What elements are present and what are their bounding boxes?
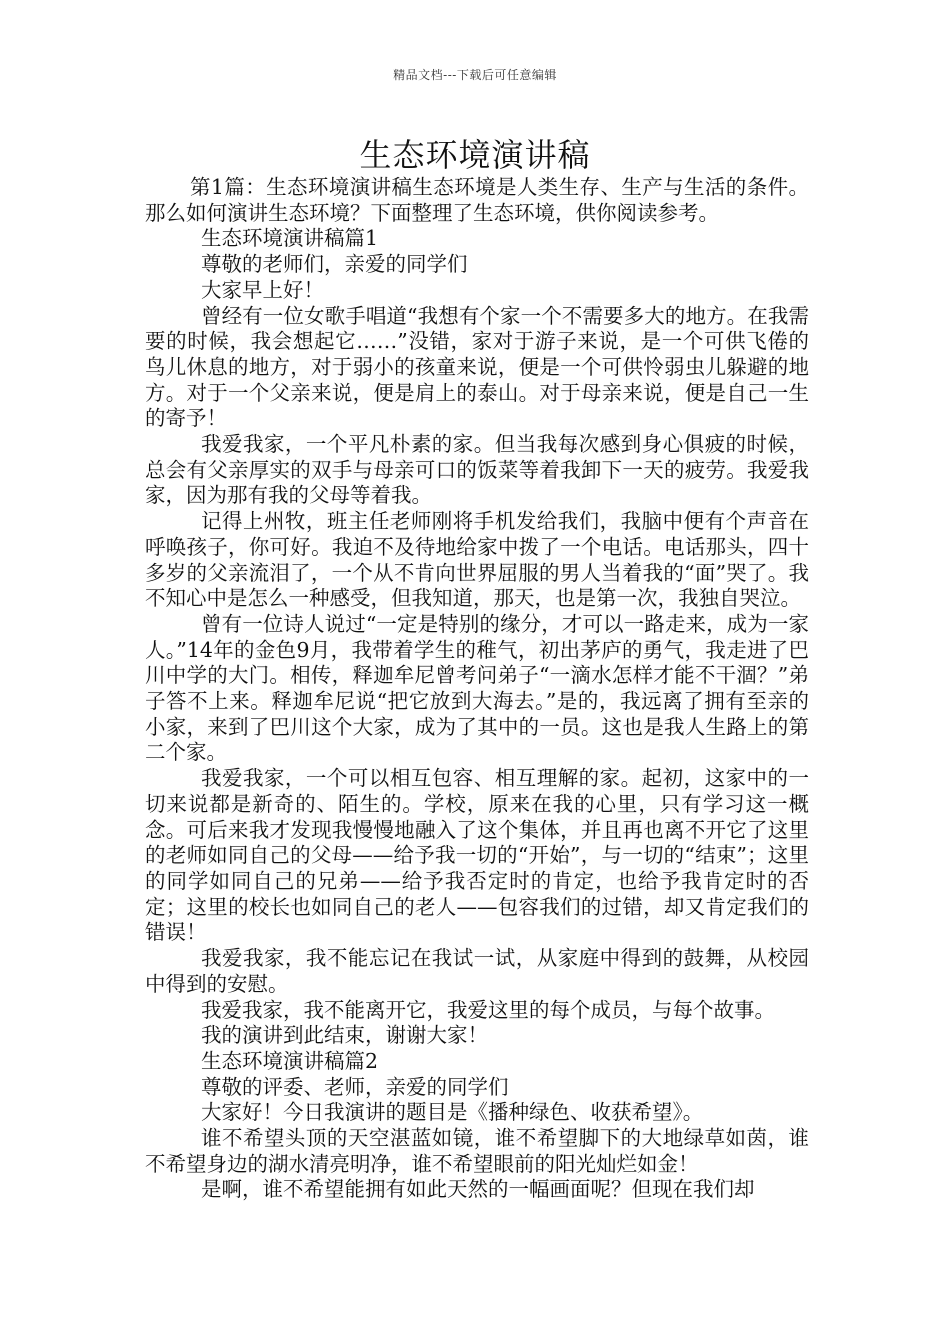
section-heading-2: 生态环境演讲稿篇2	[201, 1048, 379, 1073]
document-body	[145, 175, 809, 1203]
closing-line: 我的演讲到此结束，谢谢大家！	[201, 1023, 488, 1048]
salutation-2: 尊敬的评委、老师，亲爱的同学们	[201, 1074, 509, 1099]
salutation-1: 尊敬的老师们，亲爱的同学们	[201, 252, 468, 277]
greeting-1: 大家早上好！	[201, 277, 324, 302]
body-paragraph: 曾经有一位女歌手唱道“我想有个家一个不需要多大的地方。在我需要的时候，我会想起它……”没错，家对于游子来说，是一个可供飞倦的鸟儿休息的地方，对于弱小的孩童来说，便是一个可供怜弱虫儿躲避的地方。对于一个父亲来说，便是肩上的泰山。对于母亲来说，便是自己一生的寄予！	[145, 303, 809, 431]
body-paragraph: 我爱我家，一个平凡朴素的家。但当我每次感到身心俱疲的时候，总会有父亲厚实的双手与母亲可口的饭菜等着我卸下一天的疲劳。我爱我家，因为那有我的父母等着我。	[145, 432, 809, 508]
body-paragraph: 记得上州牧，班主任老师刚将手机发给我们，我脑中便有个声音在呼唤孩子，你可好。我迫不及待地给家中拨了一个电话。电话那头，四十多岁的父亲流泪了，一个从不肯向世界屈服的男人当着我的“面”哭了。我不知心中是怎么一种感受，但我知道，那天，也是第一次，我独自哭泣。	[145, 509, 809, 611]
greeting-2: 大家好！今日我演讲的题目是《播种绿色、收获希望》。	[201, 1100, 704, 1125]
body-paragraph: 是啊，谁不希望能拥有如此天然的一幅画面呢？但现在我们却	[201, 1177, 755, 1202]
body-paragraph: 我爱我家，一个可以相互包容、相互理解的家。起初，这家中的一切来说都是新奇的、陌生的。学校，原来在我的心里，只有学习这一概念。可后来我才发现我慢慢地融入了这个集体，并且再也离不开它了这里的老师如同自己的父母——给予我一切的“开始”，与一切的“结束”；这里的同学如同自己的兄弟——给予我否定时的肯定，也给予我肯定时的否定；这里的校长也如同自己的老人——包容我们的过错，却又肯定我们的错误！	[145, 766, 809, 945]
document-title: 生态环境演讲稿	[359, 136, 591, 174]
body-paragraph: 我爱我家，我不能忘记在我试一试，从家庭中得到的鼓舞，从校园中得到的安慰。	[145, 946, 809, 996]
page-header-note: 精品文档---下载后可任意编辑	[393, 68, 557, 82]
body-paragraph: 曾有一位诗人说过“一定是特别的缘分，才可以一路走来，成为一家人。”14年的金色9月，我带着学生的稚气，初出茅庐的勇气，我走进了巴川中学的大门。相传，释迦牟尼曾考问弟子“一滴水怎样才能不干涸？”弟子答不上来。释迦牟尼说“把它放到大海去。”是的，我远离了拥有至亲的小家，来到了巴川这个大家，成为了其中的一员。这也是我人生路上的第二个家。	[145, 611, 809, 765]
section-heading-1: 生态环境演讲稿篇1	[201, 226, 379, 251]
intro-paragraph: 第1篇：生态环境演讲稿生态环境是人类生存、生产与生活的条件。那么如何演讲生态环境？下面整理了生态环境，供你阅读参考。	[145, 175, 809, 225]
body-paragraph: 谁不希望头顶的天空湛蓝如镜，谁不希望脚下的大地绿草如茵，谁不希望身边的湖水清亮明净，谁不希望眼前的阳光灿烂如金！	[145, 1126, 809, 1176]
body-paragraph: 我爱我家，我不能离开它，我爱这里的每个成员，与每个故事。	[201, 997, 775, 1022]
